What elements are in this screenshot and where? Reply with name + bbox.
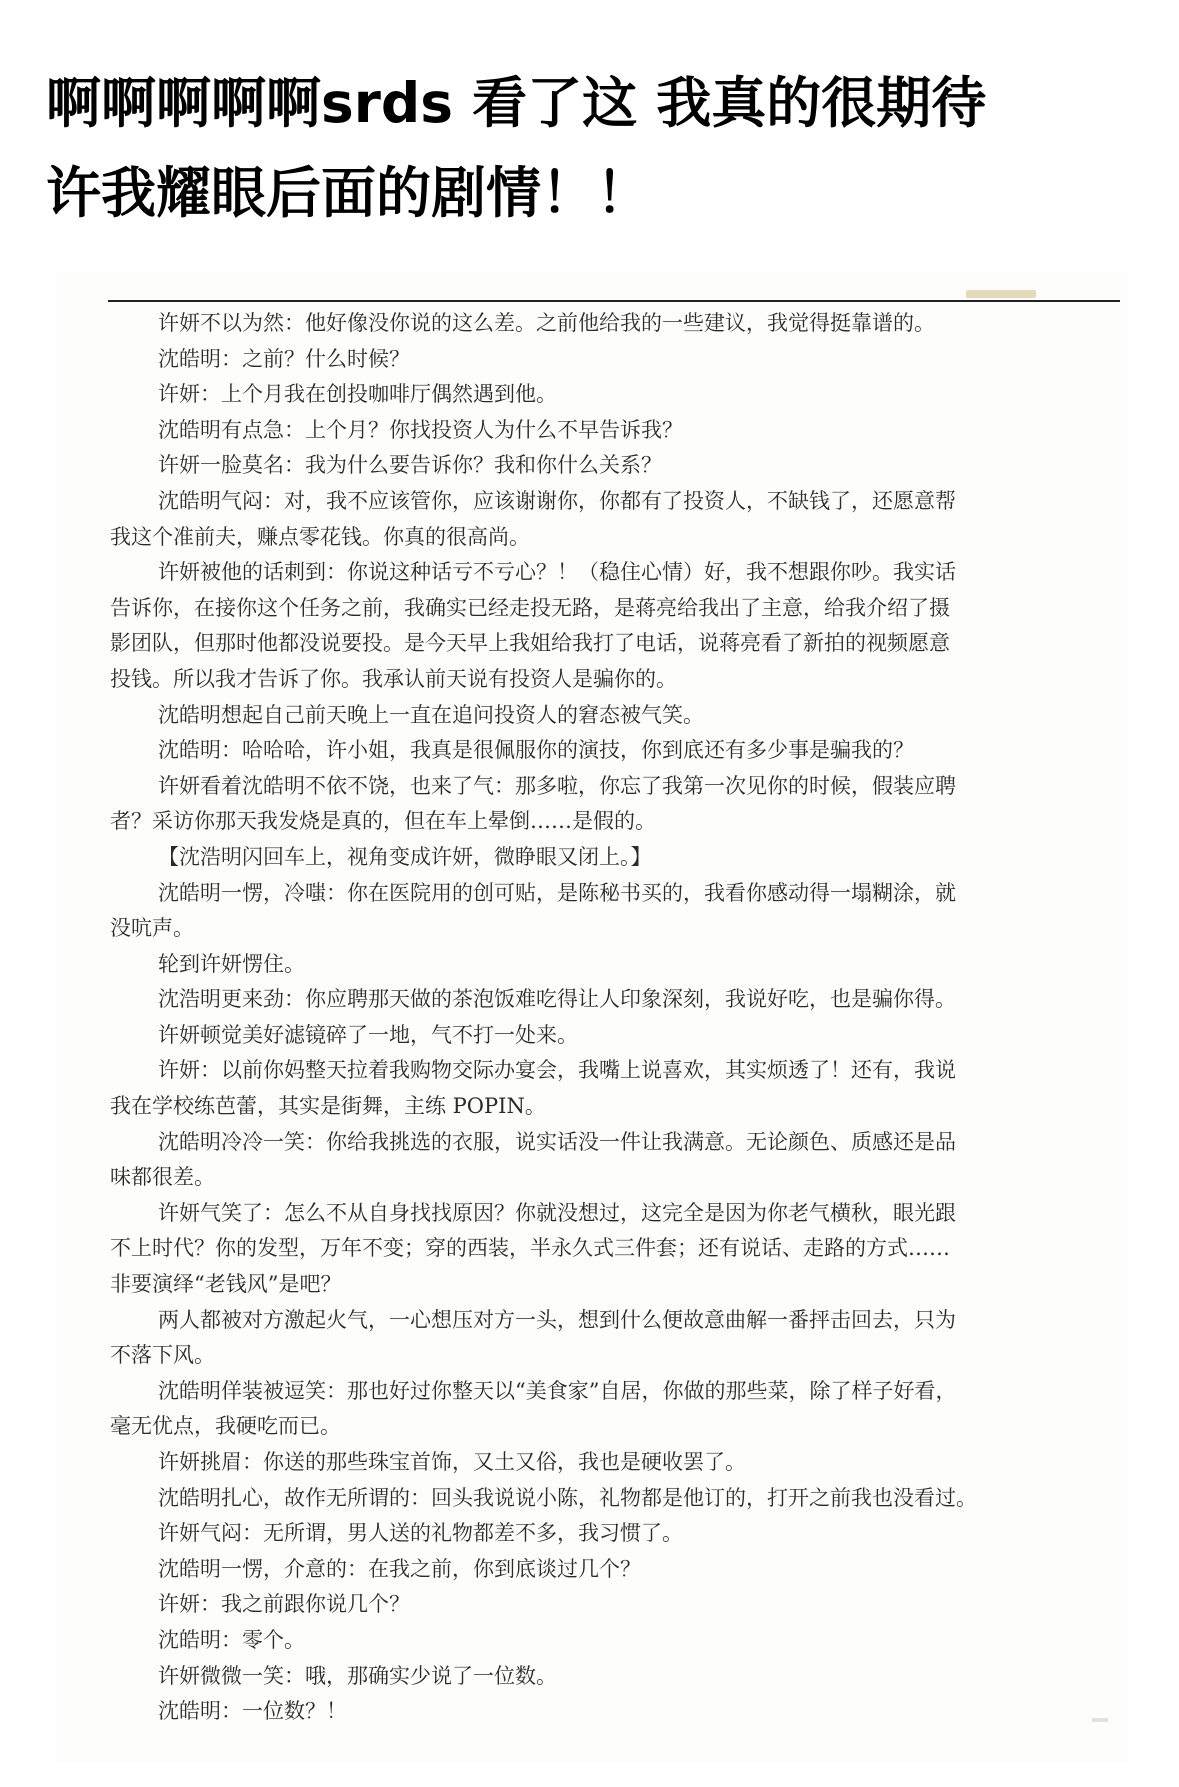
script-line: 投钱。所以我才告诉了你。我承认前天说有投资人是骗你的。 — [110, 666, 677, 691]
script-line: 许妍看着沈皓明不依不饶，也来了气：那多啦，你忘了我第一次见你的时候，假装应聘 — [158, 773, 956, 798]
script-line: 沈皓明：一位数？！ — [158, 1699, 347, 1724]
caption-line-2: 许我耀眼后面的剧情！！ — [46, 161, 652, 225]
script-line: 沈皓明一愣，冷嗤：你在医院用的创可贴，是陈秘书买的，我看你感动得一塌糊涂，就 — [158, 880, 956, 905]
script-line: 许妍挑眉：你送的那些珠宝首饰，又土又俗，我也是硬收罢了。 — [158, 1450, 746, 1474]
script-line: 沈皓明：之前？什么时候？ — [158, 346, 410, 371]
script-line: 两人都被对方激起火气，一心想压对方一头，想到什么便故意曲解一番抨击回去，只为 — [158, 1307, 956, 1332]
script-line: 【沈浩明闪回车上，视角变成许妍，微睁眼又闭上。】 — [158, 844, 652, 869]
post-caption — [46, 58, 1156, 238]
script-line: 毫无优点，我硬吃而已。 — [110, 1414, 341, 1439]
page-header-mark — [966, 290, 1036, 298]
script-line: 沈皓明：零个。 — [158, 1627, 305, 1652]
script-line: 沈皓明佯装被逗笑：那也好过你整天以“美食家”自居，你做的那些菜，除了样子好看， — [158, 1378, 957, 1403]
script-line: 沈皓明冷冷一笑：你给我挑选的衣服，说实话没一件让我满意。无论颜色、质感还是品 — [158, 1129, 956, 1154]
script-line: 我这个准前夫，赚点零花钱。你真的很高尚。 — [110, 524, 530, 549]
script-line: 许妍气笑了：怎么不从自身找找原因？你就没想过，这完全是因为你老气横秋，眼光跟 — [158, 1200, 956, 1225]
page-header-rule — [108, 300, 1120, 302]
script-line: 沈浩明更来劲：你应聘那天做的茶泡饭难吃得让人印象深刻，我说好吃，也是骗你得。 — [158, 987, 956, 1012]
script-line: 许妍气闷：无所谓，男人送的礼物都差不多，我习惯了。 — [158, 1521, 683, 1546]
script-line: 轮到许妍愣住。 — [158, 951, 305, 976]
script-line: 许妍：上个月我在创投咖啡厅偶然遇到他。 — [158, 382, 557, 407]
script-line: 许妍：我之前跟你说几个？ — [158, 1592, 410, 1617]
script-text-body — [110, 306, 1122, 1730]
corner-smudge — [1092, 1718, 1108, 1722]
script-line: 沈皓明有点急：上个月？你找投资人为什么不早告诉我？ — [158, 417, 683, 442]
script-line: 告诉你，在接你这个任务之前，我确实已经走投无路，是蒋亮给我出了主意，给我介绍了摄 — [110, 595, 950, 620]
script-line: 非要演绎“老钱风”是吧？ — [110, 1272, 342, 1297]
script-line: 不上时代？你的发型，万年不变；穿的西装，半永久式三件套；还有说话、走路的方式…… — [110, 1236, 950, 1261]
script-line: 沈皓明想起自己前天晚上一直在追问投资人的窘态被气笑。 — [158, 702, 704, 727]
script-line: 不落下风。 — [110, 1343, 215, 1368]
script-line: 沈皓明：哈哈哈，许小姐，我真是很佩服你的演技，你到底还有多少事是骗我的？ — [158, 738, 914, 763]
script-line: 沈皓明气闷：对，我不应该管你，应该谢谢你，你都有了投资人，不缺钱了，还愿意帮 — [158, 488, 956, 513]
caption-line-1: 啊啊啊啊啊srds 看了这 我真的很期待 — [46, 71, 987, 135]
script-line: 者？采访你那天我发烧是真的，但在车上晕倒……是假的。 — [110, 809, 656, 834]
script-line: 许妍微微一笑：哦，那确实少说了一位数。 — [158, 1663, 557, 1688]
script-line: 没吭声。 — [110, 916, 194, 941]
script-line: 许妍不以为然：他好像没你说的这么差。之前他给我的一些建议，我觉得挺靠谱的。 — [158, 311, 935, 335]
script-line: 沈皓明一愣，介意的：在我之前，你到底谈过几个？ — [158, 1556, 641, 1581]
script-line: 许妍：以前你妈整天拉着我购物交际办宴会，我嘴上说喜欢，其实烦透了！还有，我说 — [158, 1058, 956, 1083]
script-line: 我在学校练芭蕾，其实是街舞，主练 POPIN。 — [110, 1094, 546, 1119]
script-line: 许妍被他的话刺到：你说这种话亏不亏心？！（稳住心情）好，我不想跟你吵。我实话 — [158, 560, 956, 585]
script-line: 味都很差。 — [110, 1165, 215, 1190]
script-page-scan — [56, 272, 1128, 1762]
script-line: 许妍顿觉美好滤镜碎了一地，气不打一处来。 — [158, 1022, 578, 1047]
script-line: 沈皓明扎心，故作无所谓的：回头我说说小陈，礼物都是他订的，打开之前我也没看过。 — [158, 1485, 977, 1510]
script-line: 许妍一脸莫名：我为什么要告诉你？我和你什么关系？ — [158, 453, 662, 478]
script-line: 影团队，但那时他都没说要投。是今天早上我姐给我打了电话，说蒋亮看了新拍的视频愿意 — [110, 631, 950, 656]
